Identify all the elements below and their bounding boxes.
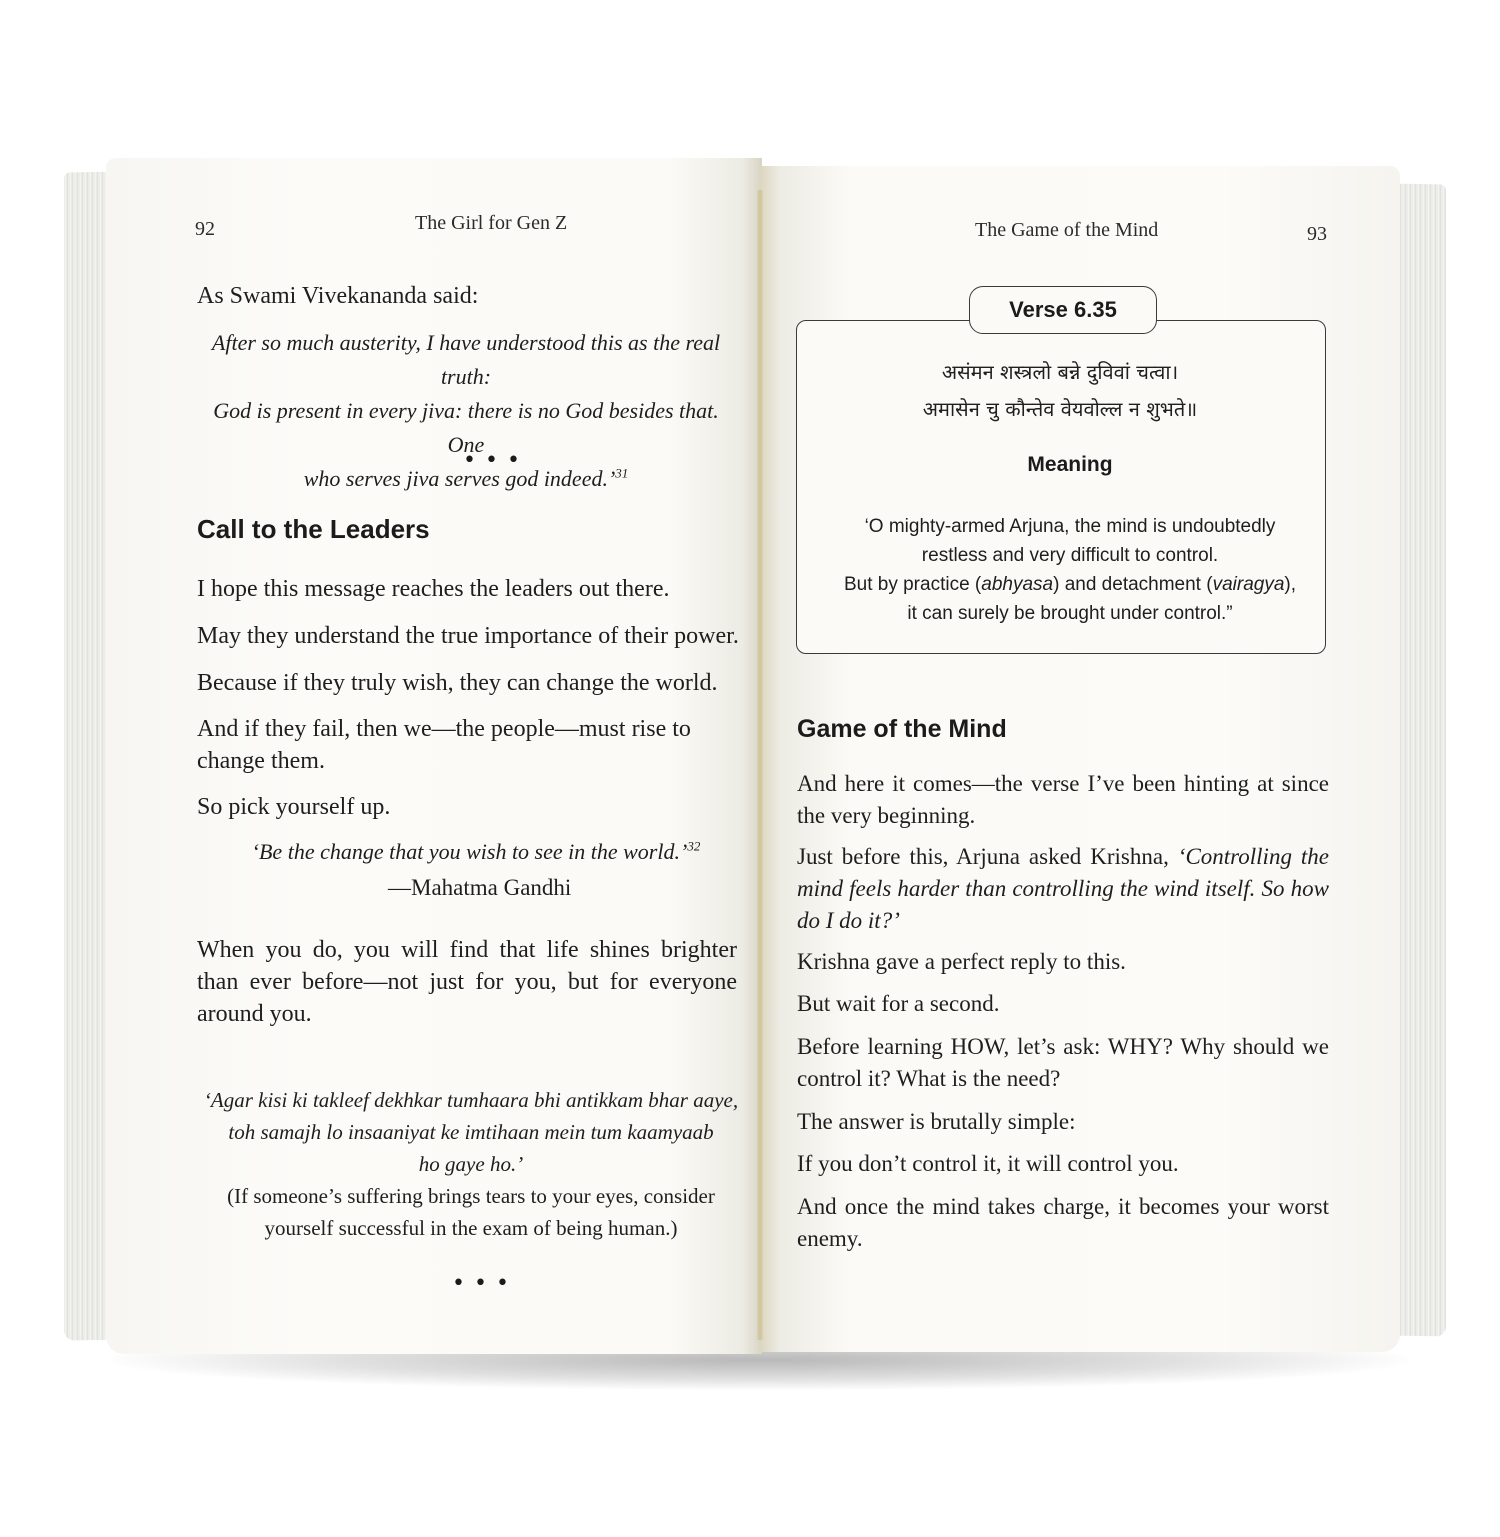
meaning-heading: Meaning <box>1027 453 1113 476</box>
sanskrit-line: असंमन शस्त्रलो बन्ने दुविवां चत्वा। <box>941 360 1179 384</box>
verse-label: Verse 6.35 <box>969 286 1157 334</box>
hindi-quote-line: ‘Agar kisi ki takleef dekhkar tumhaara bhi antikkam bhar aaye, <box>203 1088 739 1112</box>
hindi-quote-translation: (If someone’s suffering brings tears to your eyes, consider <box>227 1184 715 1208</box>
paragraph: May they understand the true importance of their power. <box>197 623 739 649</box>
section-separator: ••• <box>463 448 529 473</box>
section-heading-game-of-mind: Game of the Mind <box>797 715 1007 743</box>
sanskrit-term-abhyasa: abhyasa <box>981 574 1054 595</box>
left-page-number: 92 <box>195 218 215 240</box>
closing-paragraph: When you do, you will find that life shines brighter than ever before—not just for you, but for everyone around you. <box>197 937 737 1027</box>
meaning-line: ‘O mighty-armed Arjuna, the mind is undoubtedly <box>864 516 1276 537</box>
paragraph: And once the mind takes charge, it becomes your worst enemy. <box>797 1194 1329 1251</box>
right-running-head: The Game of the Mind <box>975 219 1159 241</box>
paragraph: Before learning HOW, let’s ask: WHY? Why should we control it? What is the need? <box>797 1034 1329 1091</box>
meaning-line <box>800 570 1340 599</box>
quote-line-text: who serves jiva serves god indeed.’ <box>303 466 616 491</box>
meaning-line: it can surely be brought under control.” <box>907 603 1233 624</box>
footnote-marker: 31 <box>615 465 629 481</box>
meaning-line-part: But by practice ( <box>843 574 982 595</box>
paragraph: Krishna gave a perfect reply to this. <box>797 949 1126 974</box>
right-page-number: 93 <box>1307 223 1327 245</box>
hindi-quote <box>196 1084 746 1244</box>
hindi-quote-line: toh samajh lo insaaniyat ke imtihaan mein tum kaamyaab <box>228 1120 714 1144</box>
meaning-line-part: ), <box>1284 574 1297 595</box>
hindi-quote-line: ho gaye ho.’ <box>418 1152 524 1176</box>
hindi-quote-translation: yourself successful in the exam of being human.) <box>264 1216 678 1240</box>
paragraph: And here it comes—the verse I’ve been hinting at since the very beginning. <box>797 771 1329 828</box>
meaning-line-part: ) and detachment ( <box>1053 574 1213 595</box>
gandhi-quote-text: ‘Be the change that you wish to see in the world.’ <box>251 839 688 864</box>
meaning-line: restless and very difficult to control. <box>921 545 1219 566</box>
quote-line: God is present in every jiva: there is no God besides that. One <box>213 398 719 457</box>
section-heading-leaders: Call to the Leaders <box>197 514 430 544</box>
footnote-marker: 32 <box>687 838 701 854</box>
paragraph-text: Just before this, Arjuna asked Krishna, <box>797 844 1178 869</box>
paragraph: But wait for a second. <box>797 991 1000 1016</box>
arjuna-question: ‘Controlling the mind feels harder than controlling the wind itself. So how do I do it?’ <box>797 844 1329 933</box>
gandhi-attribution: —Mahatma Gandhi <box>388 875 572 900</box>
paragraph: So pick yourself up. <box>197 794 391 820</box>
book-spine <box>757 190 763 1340</box>
paragraph: If you don’t control it, it will control you. <box>797 1151 1179 1176</box>
quote-line: After so much austerity, I have understood this as the real truth: <box>211 330 721 389</box>
meaning-text <box>800 512 1340 628</box>
sanskrit-term-vairagya: vairagya <box>1212 574 1285 595</box>
paragraph: And if they fail, then we—the people—must rise to change them. <box>197 716 691 774</box>
right-page-edges <box>1392 184 1446 1337</box>
vivekananda-intro: As Swami Vivekananda said: <box>197 283 479 309</box>
left-running-head: The Girl for Gen Z <box>415 212 568 234</box>
paragraph: The answer is brutally simple: <box>797 1109 1076 1134</box>
sanskrit-line: अमासेन चु कौन्तेव वेयवोल्ल न शुभते॥ <box>922 397 1198 421</box>
paragraph: I hope this message reaches the leaders out there. <box>197 576 670 602</box>
gandhi-quote <box>196 836 756 868</box>
paragraph: Because if they truly wish, they can change the world. <box>197 670 718 696</box>
section-separator: ••• <box>452 1271 518 1296</box>
paragraph <box>797 841 1329 937</box>
